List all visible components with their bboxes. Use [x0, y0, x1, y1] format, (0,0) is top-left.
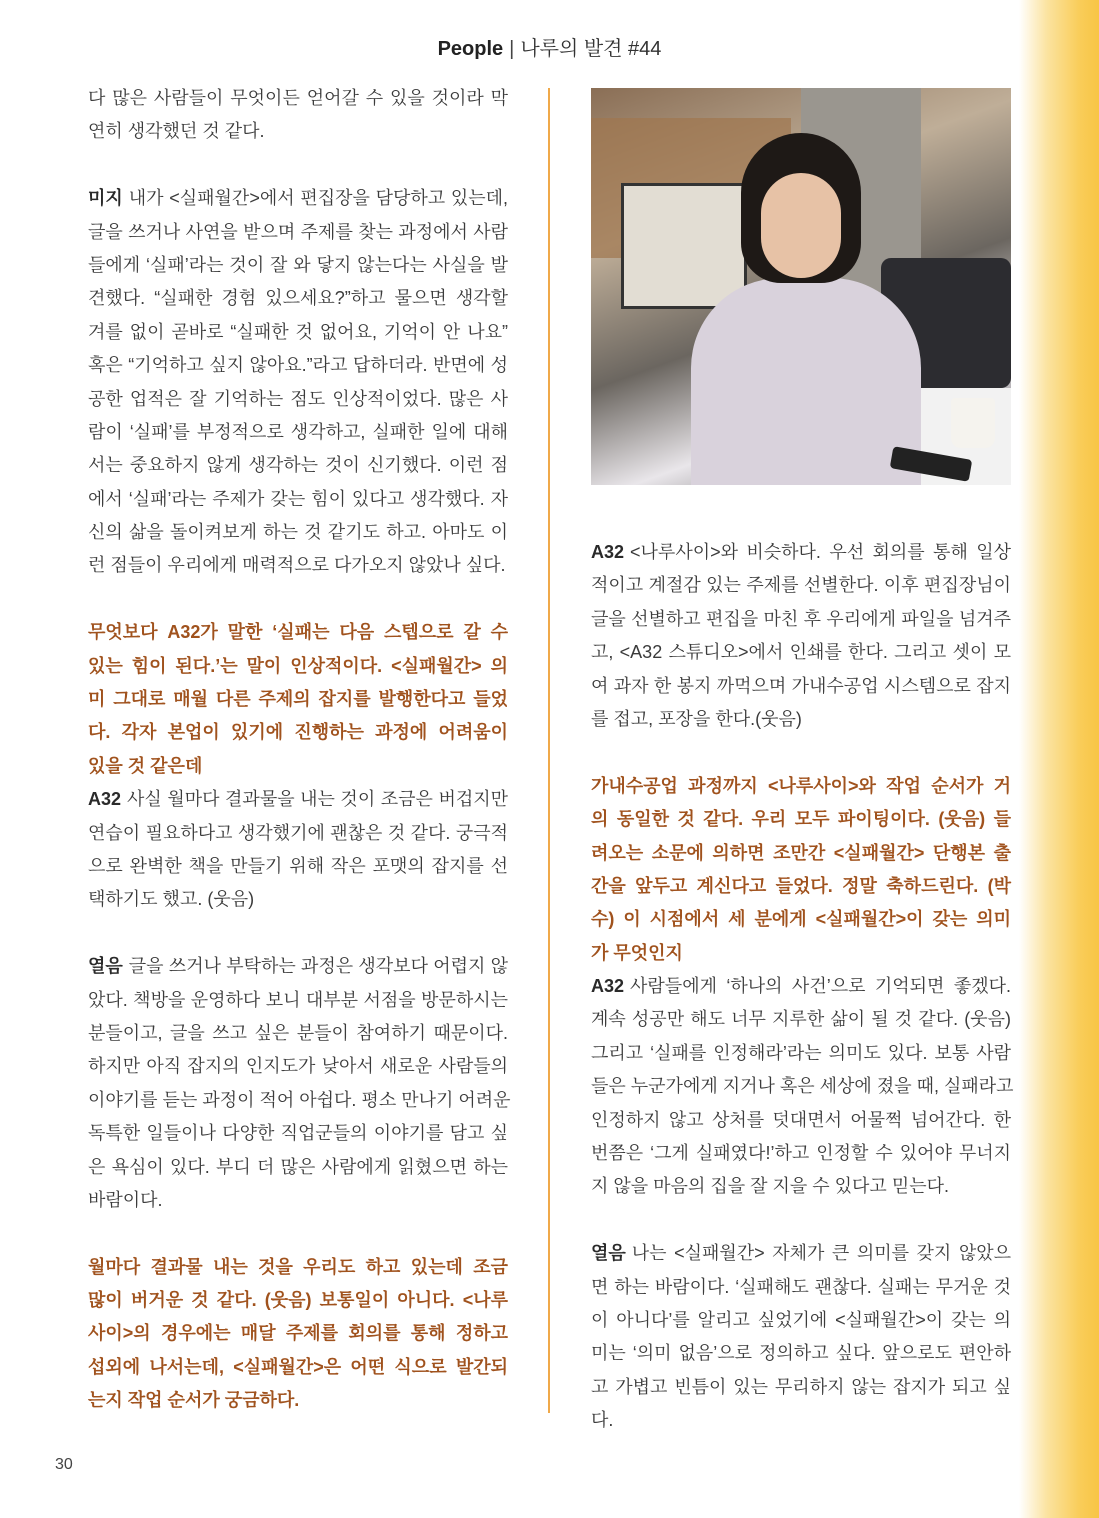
line-text: 월마다 결과물 내는 것을 우리도 하고 있는데 조금	[88, 1256, 508, 1277]
line-text: 가내수공업 과정까지 <나루사이>와 작업 순서가 거	[591, 775, 1011, 796]
text-line	[88, 1251, 508, 1284]
text-line	[88, 683, 508, 716]
line-text: 다 많은 사람들이 무엇이든 얻어갈 수 있을 것이라 막	[88, 88, 508, 108]
text-line	[591, 536, 1011, 569]
line-text: 그리고 ‘실패를 인정해라’라는 의미도 있다. 보통 사람	[591, 1042, 1011, 1063]
text-line	[88, 1050, 508, 1083]
line-text: 공한 업적은 잘 기억하는 점도 인상적이었다. 많은 사	[88, 388, 508, 409]
series-title: 나루의 발견 #44	[520, 38, 662, 60]
line-text: 이 아니다’를 알리고 싶었기에 <실패월간>이 갖는 의	[591, 1309, 1011, 1330]
text-line	[591, 569, 1011, 602]
body-paragraph	[591, 536, 1011, 736]
line-text: 하지만 아직 잡지의 인지도가 낮아서 새로운 사람들의	[88, 1056, 508, 1077]
text-line	[88, 516, 508, 549]
text-line	[591, 803, 1011, 836]
speaker-name: A32	[88, 789, 122, 810]
text-line	[88, 616, 508, 649]
line-text: 면 하는 바람이다. ‘실패해도 괜찮다. 실패는 무거운 것	[591, 1276, 1011, 1297]
text-line	[591, 870, 1011, 903]
text-line	[88, 216, 508, 249]
text-line	[88, 750, 508, 783]
text-line	[591, 1037, 1011, 1070]
line-text: 신의 삶을 돌이켜보게 하는 것 같기도 하고. 아마도 이	[88, 522, 508, 543]
line-text: 사실 월마다 결과물을 내는 것이 조금은 버겁지만	[127, 789, 508, 810]
decorative-side-strip	[1019, 0, 1099, 1518]
line-text: 번쯤은 ‘그게 실패였다!’하고 인정할 수 있어야 무너지	[591, 1143, 1011, 1164]
line-text: 많이 버거운 것 같다. (웃음) 보통일이 아니다. <나루	[88, 1290, 508, 1311]
text-line	[591, 670, 1011, 703]
text-line	[591, 1104, 1011, 1137]
photo-person-body	[691, 278, 921, 485]
line-text: 들은 누군가에게 지거나 혹은 세상에 졌을 때, 실패라고	[591, 1076, 1014, 1097]
text-line	[591, 937, 1011, 970]
text-line	[88, 1317, 508, 1350]
text-line	[88, 650, 508, 683]
answer-paragraph	[88, 783, 508, 917]
text-line	[88, 416, 508, 449]
line-text: 글을 선별하고 편집을 마친 후 우리에게 파일을 넘겨주	[591, 608, 1011, 629]
text-line	[88, 316, 508, 349]
text-line	[88, 82, 508, 115]
line-text: 에서 ‘실패’라는 주제가 갖는 힘이 있다고 생각했다. 자	[88, 488, 508, 509]
text-line	[591, 1371, 1011, 1404]
line-text: 려오는 소문에 의하면 조만간 <실패월간> 단행본 출	[591, 842, 1011, 863]
left-column	[88, 82, 511, 1418]
text-line	[88, 282, 508, 315]
question-paragraph	[88, 616, 508, 783]
question-paragraph	[591, 770, 1011, 970]
text-line	[591, 1304, 1011, 1337]
line-text: 사이>의 경우에는 매달 주제를 회의를 통해 정하고	[88, 1323, 508, 1344]
line-text: 혹은 “기억하고 싶지 않아요.”라고 답하더라. 반면에 성	[88, 355, 508, 376]
line-text: 글을 쓰거나 부탁하는 과정은 생각보다 어렵지 않	[128, 956, 508, 977]
speaker-name: A32	[591, 976, 625, 997]
text-line	[88, 716, 508, 749]
text-line	[591, 1137, 1011, 1170]
text-line	[88, 115, 508, 148]
line-text: 고 가볍고 빈틈이 있는 무리하지 않는 잡지가 되고 싶	[591, 1376, 1011, 1397]
line-text: 람이 ‘실패’를 부정적으로 생각하고, 실패한 일에 대해	[88, 421, 508, 442]
text-line	[591, 1237, 1011, 1270]
text-line	[591, 1404, 1011, 1437]
text-line	[88, 1351, 508, 1384]
text-line	[591, 1337, 1011, 1370]
page-number: 30	[55, 1456, 73, 1473]
line-text: 있을 것 같은데	[88, 755, 203, 776]
line-text: 독특한 일들이나 다양한 직업군들의 이야기를 담고 싶	[88, 1123, 508, 1144]
line-text: 가 무엇인지	[591, 942, 683, 963]
running-header	[0, 32, 1099, 61]
line-text: 나는 <실패월간> 자체가 큰 의미를 갖지 않았으	[631, 1243, 1011, 1264]
right-column	[591, 536, 1014, 1438]
line-text: 미는 ‘의미 없음’으로 정의하고 싶다. 앞으로도 편안하	[591, 1343, 1011, 1364]
text-line	[591, 1271, 1011, 1304]
line-text: 계속 성공만 해도 너무 지루한 삶이 될 것 같다. (웃음)	[591, 1009, 1011, 1030]
speaker-name: A32	[591, 542, 625, 562]
text-line	[88, 349, 508, 382]
line-text: 이야기를 듣는 과정이 적어 아쉽다. 평소 만나기 어려운	[88, 1089, 511, 1110]
line-text: <나루사이>와 비슷하다. 우선 회의를 통해 일상	[630, 542, 1011, 562]
line-text: 서는 중요하지 않게 생각하는 것이 신기했다. 이런 점	[88, 455, 508, 476]
text-line	[88, 1017, 508, 1050]
line-text: 연히 생각했던 것 같다.	[88, 121, 265, 142]
speaker-name: 열음	[88, 956, 123, 977]
line-text: 겨를 없이 곧바로 “실패한 것 없어요, 기억이 안 나요”	[88, 321, 508, 342]
line-text: 았다. 책방을 운영하다 보니 대부분 서점을 방문하시는	[88, 989, 508, 1010]
text-line	[88, 1184, 508, 1217]
line-text: 사람들에게 ‘하나의 사건’으로 기억되면 좋겠다.	[630, 976, 1011, 997]
text-line	[88, 1117, 508, 1150]
text-line	[88, 950, 508, 983]
text-line	[88, 883, 508, 916]
interview-photo	[591, 88, 1011, 485]
line-text: 여 과자 한 봉지 까먹으며 가내수공업 시스템으로 잡지	[591, 675, 1011, 696]
line-text: 으로 완벽한 책을 만들기 위해 작은 포맷의 잡지를 선	[88, 855, 508, 876]
body-paragraph	[88, 82, 508, 149]
line-text: 미 그대로 매월 다른 주제의 잡지를 발행한다고 들었	[88, 689, 508, 710]
text-line	[88, 383, 508, 416]
text-line	[88, 483, 508, 516]
text-line	[591, 903, 1011, 936]
line-text: 수) 이 시점에서 세 분에게 <실패월간>이 갖는 의미	[591, 909, 1011, 930]
body-paragraph	[88, 182, 508, 583]
speaker-name: 미지	[88, 188, 123, 209]
photo-person-face	[761, 173, 841, 278]
photo-cup	[951, 398, 995, 448]
line-text: 은 욕심이 있다. 부디 더 많은 사람에게 읽혔으면 하는	[88, 1156, 508, 1177]
text-line	[88, 1384, 508, 1417]
text-line	[591, 970, 1011, 1003]
line-text: 런 점들이 우리에게 매력적으로 다가오지 않았나 싶다.	[88, 555, 506, 576]
line-text: 바람이다.	[88, 1189, 163, 1210]
question-paragraph	[88, 1251, 508, 1418]
line-text: 내가 <실패월간>에서 편집장을 담당하고 있는데,	[128, 188, 508, 209]
line-text: 택하기도 했고. (웃음)	[88, 889, 255, 910]
line-text: 무엇보다 A32가 말한 ‘실패는 다음 스텝으로 갈 수	[88, 622, 508, 643]
header-separator: |	[509, 38, 515, 60]
text-line	[88, 249, 508, 282]
text-line	[591, 770, 1011, 803]
body-paragraph	[591, 1237, 1011, 1437]
line-text: 고, <A32 스튜디오>에서 인쇄를 한다. 그리고 셋이 모	[591, 642, 1011, 663]
text-line	[591, 1170, 1011, 1203]
line-text: 다.	[591, 1410, 614, 1431]
text-line	[88, 817, 508, 850]
line-text: 들에게 ‘실패’라는 것이 잘 와 닿지 않는다는 사실을 발	[88, 254, 508, 275]
text-line	[591, 603, 1011, 636]
line-text: 지 않을 마음의 집을 잘 지을 수 있다고 믿는다.	[591, 1176, 949, 1197]
line-text: 분들이고, 글을 쓰고 싶은 분들이 참여하기 때문이다.	[88, 1022, 508, 1043]
speaker-name: 열음	[591, 1243, 626, 1264]
line-text: 를 접고, 포장을 한다.(웃음)	[591, 708, 802, 729]
text-line	[591, 1070, 1014, 1103]
line-text: 는지 작업 순서가 궁금하다.	[88, 1390, 300, 1411]
line-text: 섭외에 나서는데, <실패월간>은 어떤 식으로 발간되	[88, 1356, 508, 1377]
text-line	[591, 703, 1011, 736]
text-line	[88, 1284, 508, 1317]
line-text: 적이고 계절감 있는 주제를 선별한다. 이후 편집장님이	[591, 575, 1011, 596]
line-text: 다. 각자 본업이 있기에 진행하는 과정에 어려움이	[88, 722, 508, 743]
text-line	[591, 1003, 1011, 1036]
line-text: 의 동일한 것 같다. 우리 모두 파이팅이다. (웃음) 들	[591, 809, 1011, 830]
text-line	[88, 1084, 511, 1117]
text-line	[88, 850, 508, 883]
line-text: 있는 힘이 된다.’는 말이 인상적이다. <실패월간> 의	[88, 655, 508, 676]
body-paragraph	[88, 950, 511, 1217]
text-line	[591, 837, 1011, 870]
line-text: 인정하지 않고 상처를 덧대면서 어물쩍 넘어간다. 한	[591, 1109, 1011, 1130]
text-line	[88, 549, 508, 582]
line-text: 글을 쓰거나 사연을 받으며 주제를 찾는 과정에서 사람	[88, 221, 508, 242]
section-label: People	[437, 38, 504, 60]
answer-paragraph	[591, 970, 1014, 1204]
line-text: 연습이 필요하다고 생각했기에 괜찮은 것 같다. 궁극적	[88, 822, 508, 843]
photo-amplifier	[621, 183, 747, 309]
text-line	[88, 449, 508, 482]
text-line	[591, 636, 1011, 669]
line-text: 간을 앞두고 계신다고 들었다. 정말 축하드린다. (박	[591, 875, 1011, 896]
text-line	[88, 1151, 508, 1184]
column-divider	[548, 88, 550, 1413]
text-line	[88, 182, 508, 215]
text-line	[88, 984, 508, 1017]
text-line	[88, 783, 508, 816]
line-text: 견했다. “실패한 경험 있으세요?”하고 물으면 생각할	[88, 288, 508, 309]
